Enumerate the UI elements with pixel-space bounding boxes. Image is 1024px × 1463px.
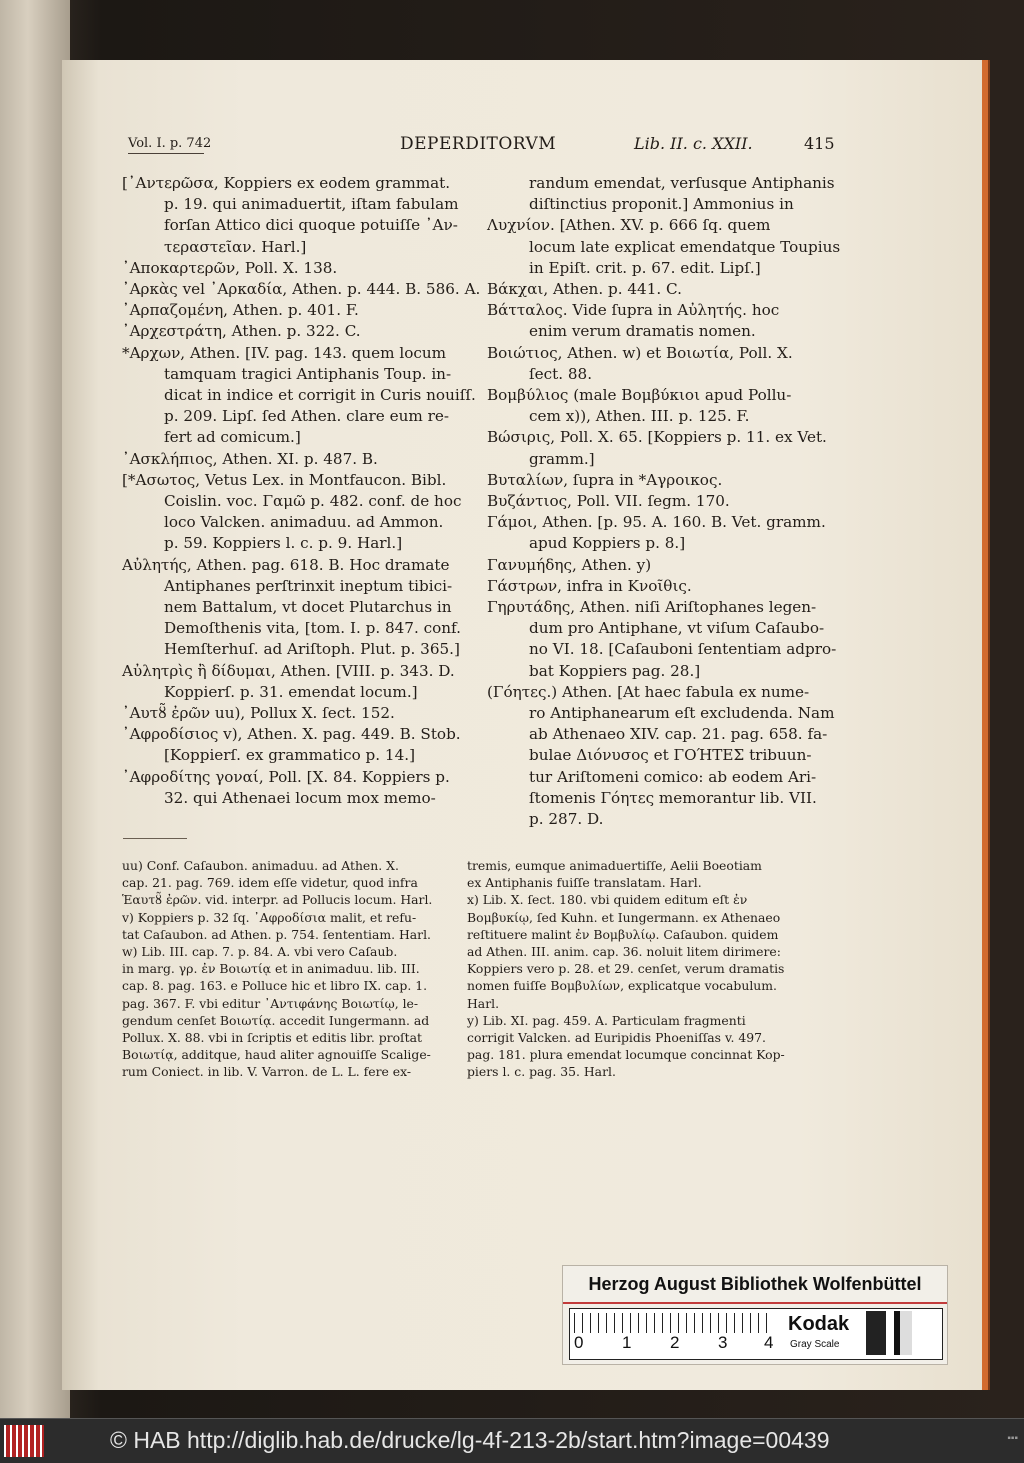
left-notes-line: in marg. γρ. ἐν Βοιωτίᾳ et in animaduu. lib. III. <box>122 961 420 977</box>
left-column-line: Αὐλητής, Athen. pag. 618. B. Hoc dramate <box>122 555 450 574</box>
ruler-number: 1 <box>622 1333 632 1352</box>
ruler-number: 0 <box>574 1333 584 1352</box>
left-column-line: *Αρχων, Athen. [IV. pag. 143. quem locum <box>122 343 447 362</box>
right-column-line: no VI. 18. [Caſauboni ſententiam adpro- <box>529 640 837 659</box>
right-notes-line: ad Athen. III. anim. cap. 36. noluit litem dirimere: <box>467 944 781 960</box>
left-column-line: τεραστεῖαν. Harl.] <box>164 237 307 256</box>
right-column-line: ro Antiphanearum eſt excludenda. Nam <box>529 704 835 723</box>
right-column-line: Βυζάντιος, Poll. VII. ſegm. 170. <box>487 492 730 511</box>
ruler-number: 2 <box>670 1333 680 1352</box>
page-number: 415 <box>804 134 835 153</box>
left-notes-line: gendum cenſet Βοιωτίᾳ. accedit Iungermann. ad <box>122 1012 430 1028</box>
left-column-line: nem Battalum, vt docet Plutarchus in <box>164 598 452 617</box>
right-column-line: locum late explicat emendatque Toupius <box>529 237 841 256</box>
left-notes-line: Ἑαυτȣ̃ ἐρῶν. vid. interpr. ad Pollucis locum. Harl. <box>122 892 433 908</box>
left-column-line: ᾿Αρχεστράτη, Athen. p. 322. C. <box>122 322 361 341</box>
left-notes-line: Pollux. X. 88. vbi in ſcriptis et editis libr. proſtat <box>122 1030 422 1046</box>
left-notes-line: rum Coniect. in lib. V. Varron. de L. L. fere ex- <box>122 1064 412 1080</box>
left-notes-line: Βοιωτίᾳ, additque, haud aliter agnouiſſe Scalige- <box>122 1047 431 1063</box>
kodak-logo: Kodak <box>788 1313 850 1335</box>
left-notes-line: cap. 21. pag. 769. idem eſſe videtur, quod infra <box>122 875 418 891</box>
left-notes-line: uu) Conf. Caſaubon. animaduu. ad Athen. X. <box>122 858 399 873</box>
left-column-line: ᾿Αυτȣ̃ ἐρῶν uu), Pollux X. ſect. 152. <box>122 704 395 723</box>
left-column-line: p. 19. qui animaduertit, iſtam fabulam <box>164 195 459 214</box>
gray-scale-label: Gray Scale <box>790 1339 840 1350</box>
right-notes-line: pag. 181. plura emendat locumque concinnat Kop- <box>467 1047 785 1063</box>
right-column-line: dum pro Antiphane, vt viſum Caſaubo- <box>529 619 825 638</box>
right-column-line: Βάκχαι, Athen. p. 441. C. <box>487 280 682 299</box>
left-column-line: p. 59. Koppiers l. c. p. 9. Harl.] <box>164 534 403 553</box>
right-column-line: apud Koppiers p. 8.] <box>529 534 686 553</box>
right-column-line: diſtinctius proponit.] Ammonius in <box>529 195 794 214</box>
left-column-line: Αὐλητρὶς ἢ δίδυμαι, Athen. [VIII. p. 343. D. <box>122 661 455 680</box>
right-notes-line: Harl. <box>467 995 500 1011</box>
footnotes-left <box>122 857 468 1081</box>
right-column-line: Βώσιρις, Poll. X. 65. [Koppiers p. 11. ex Vet. <box>487 428 827 447</box>
left-column <box>122 173 481 809</box>
hab-logo-icon <box>4 1425 44 1457</box>
right-notes-line: x) Lib. X. ſect. 180. vbi quidem editum eſt ἐν <box>467 892 748 908</box>
footnotes-right <box>467 857 822 1081</box>
right-notes-line: y) Lib. XI. pag. 459. A. Particulam fragmenti <box>467 1012 746 1028</box>
right-column-line: in Epiſt. crit. p. 67. edit. Lipſ.] <box>529 258 761 277</box>
left-column-line: [Koppierſ. ex grammatico p. 14.] <box>164 746 416 765</box>
left-column-line: dicat in indice et corrigit in Curis nouiſſ. <box>164 386 476 405</box>
right-column-line: ſect. 88. <box>529 364 593 383</box>
left-column-line: [*Ασωτος, Vetus Lex. in Montfaucon. Bibl. <box>122 470 447 489</box>
right-notes-line: reſtituere malint ἐν Βομβυλίῳ. Caſaubon. quidem <box>467 926 779 942</box>
right-column-line: Βάτταλος. Vide ſupra in Αὐλητής. hoc <box>487 301 780 320</box>
previous-page-edge <box>0 0 70 1418</box>
right-column-line: Βοιώτιος, Athen. w) et Βοιωτία, Poll. X. <box>487 343 793 362</box>
footer-mark: ▪▪▪ <box>1007 1433 1018 1444</box>
left-column-line: ᾿Αφροδίσιος v), Athen. X. pag. 449. B. Stob. <box>122 725 461 744</box>
left-notes-line: tat Caſaubon. ad Athen. p. 754. ſententiam. Harl. <box>122 926 431 942</box>
ruler-number: 3 <box>718 1333 728 1352</box>
library-label <box>562 1265 948 1365</box>
right-column-line: Λυχνίον. [Athen. XV. p. 666 ſq. quem <box>487 216 771 235</box>
left-column-line: ᾿Αρκὰς vel ᾿Αρκαδία, Athen. p. 444. B. 586. A. <box>122 280 481 299</box>
right-column-line: Γάμοι, Athen. [p. 95. A. 160. B. Vet. gramm. <box>487 513 826 532</box>
right-column <box>487 173 841 830</box>
left-column-line: Koppierſ. p. 31. emendat locum.] <box>164 682 418 701</box>
right-notes-line: ex Antiphanis fuiſſe translatam. Harl. <box>467 875 702 891</box>
left-column-line: 32. qui Athenaei locum mox memo- <box>164 788 436 807</box>
footnote-rule <box>123 838 187 839</box>
header-volume-ref: Vol. I. p. 742 <box>128 136 212 151</box>
left-column-line: tamquam tragici Antiphanis Toup. in- <box>164 364 452 383</box>
left-column-line: ᾿Αφροδίτης γοναί, Poll. [X. 84. Koppiers p. <box>122 767 450 786</box>
right-notes-line: tremis, eumque animaduertiſſe, Aelii Boeotiam <box>467 858 762 873</box>
footer-bar <box>0 1418 1024 1463</box>
right-notes-line: Koppiers vero p. 28. et 29. cenſet, verum dramatis <box>467 961 785 977</box>
header-underline <box>128 153 204 154</box>
left-notes-line: w) Lib. III. cap. 7. p. 84. A. vbi vero Caſaub. <box>122 944 398 960</box>
left-column-line: fert ad comicum.] <box>164 428 301 447</box>
right-column-line: (Γόητες.) Athen. [At haec fabula ex nume- <box>487 682 810 701</box>
right-notes-line: piers l. c. pag. 35. Harl. <box>467 1064 616 1080</box>
right-notes-line: corrigit Valcken. ad Euripidis Phoeniſſas v. 497. <box>467 1030 766 1046</box>
left-column-line: Hemſterhuſ. ad Ariſtoph. Plut. p. 365.] <box>164 640 460 659</box>
kodak-scale <box>569 1308 943 1360</box>
left-column-line: ᾿Ασκλήπιος, Athen. XI. p. 487. B. <box>122 449 378 468</box>
right-column-line: p. 287. D. <box>529 810 604 829</box>
right-notes-line: Βομβυκίῳ, ſed Kuhn. et Iungermann. ex Athenaeo <box>467 909 781 925</box>
left-column-line: forſan Attico dici quoque potuiſſe ᾿Αν- <box>164 216 458 235</box>
right-column-line: Βομβύλιος (male Βομβύκιοι apud Pollu- <box>487 386 792 405</box>
left-column-line: p. 209. Lipſ. ſed Athen. clare eum re- <box>164 407 450 426</box>
right-column-line: tur Ariſtomeni comico: ab eodem Ari- <box>529 767 817 786</box>
left-notes-line: v) Koppiers p. 32 ſq. ᾿Αφροδίσια malit, et refu- <box>122 909 417 925</box>
ruler-number: 4 <box>764 1333 774 1352</box>
right-column-line: bat Koppiers pag. 28.] <box>529 661 701 680</box>
footer-copyright-link[interactable]: © HAB http://diglib.hab.de/drucke/lg-4f-213-2b/start.htm?image=00439 <box>110 1427 830 1453</box>
gray-swatch <box>866 1311 912 1355</box>
right-column-line: Βυταλίων, ſupra in *Αγροικος. <box>487 470 723 489</box>
ruler-ticks <box>574 1313 774 1333</box>
ruler-numbers <box>574 1333 784 1353</box>
left-column-line: Demoſthenis vita, [tom. I. p. 847. conf. <box>164 619 461 638</box>
left-column-line: [᾿Αντερῶσα, Koppiers ex eodem grammat. <box>122 174 451 192</box>
header-title: DEPERDITORVM <box>400 134 557 154</box>
header-book-ref: Lib. II. c. XXII. <box>634 134 753 153</box>
right-column-line: ſtomenis Γόητες memorantur lib. VII. <box>529 788 817 807</box>
left-column-line: Antiphanes perſtrinxit ineptum tibici- <box>164 576 453 595</box>
right-column-line: randum emendat, verſusque Antiphanis <box>529 174 835 192</box>
left-column-line: ᾿Αποκαρτερῶν, Poll. X. 138. <box>122 258 338 277</box>
right-column-line: Γηρυτάδης, Athen. niſi Ariſtophanes legen- <box>487 598 817 617</box>
library-name: Herzog August Bibliothek Wolfenbüttel <box>563 1266 947 1304</box>
right-column-line: Γανυμήδης, Athen. y) <box>487 555 652 574</box>
right-notes-line: nomen fuiſſe Βομβυλίων, explicatque vocabulum. <box>467 978 777 994</box>
left-column-line: loco Valcken. animaduu. ad Ammon. <box>164 513 444 532</box>
right-column-line: cem x)), Athen. III. p. 125. F. <box>529 407 750 426</box>
right-column-line: gramm.] <box>529 449 595 468</box>
right-column-line: bulae Διόνυσος et ΓΟΉΤΕΣ tribuun- <box>529 746 812 765</box>
right-column-line: ab Athenaeo XIV. cap. 21. pag. 658. fa- <box>529 725 828 744</box>
left-notes-line: cap. 8. pag. 163. e Polluce hic et libro IX. cap. 1. <box>122 978 428 994</box>
right-column-line: Γάστρων, infra in Κνοῖθις. <box>487 576 692 595</box>
left-column-line: Coislin. voc. Γαμῶ p. 482. conf. de hoc <box>164 492 462 511</box>
left-notes-line: pag. 367. F. vbi editur ᾿Αντιφάνης Βοιωτίῳ, le- <box>122 995 419 1011</box>
left-column-line: ᾿Αρπαζομένη, Athen. p. 401. F. <box>122 301 359 320</box>
right-column-line: enim verum dramatis nomen. <box>529 322 756 341</box>
